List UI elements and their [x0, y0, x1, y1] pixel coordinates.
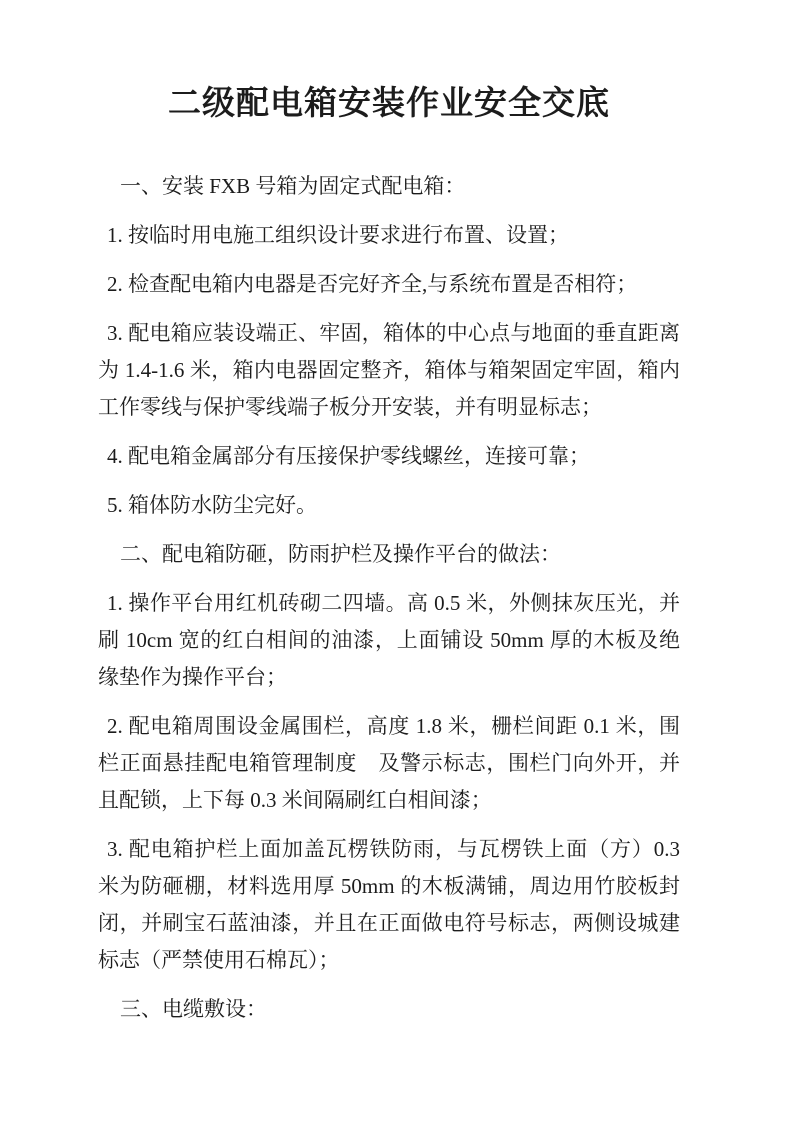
list-item-1-3: 3. 配电箱应装设端正、牢固，箱体的中心点与地面的垂直距离为 1.4-1.6 米，箱内电器固定整齐，箱体与箱架固定牢固，箱内工作零线与保护零线端子板分开安装，并有明显标志； — [98, 321, 680, 419]
list-item-1-2: 2. 检查配电箱内电器是否完好齐全,与系统布置是否相符； — [107, 272, 638, 296]
list-item-2-1: 1. 操作平台用红机砖砌二四墙。高 0.5 米，外侧抹灰压光，并刷 10cm 宽的红白相间的油漆，上面铺设 50mm 厚的木板及绝缘垫作为操作平台； — [98, 591, 680, 689]
list-item-1-5: 5. 箱体防水防尘完好。 — [107, 493, 317, 517]
list-item-2-2: 2. 配电箱周围设金属围栏，高度 1.8 米，栅栏间距 0.1 米，围栏正面悬挂配电箱管理制度 及警示标志，围栏门向外开，并且配锁，上下每 0.3 米间隔刷红白相间漆； — [98, 714, 680, 812]
list-item-1-1: 1. 按临时用电施工组织设计要求进行布置、设置； — [107, 223, 569, 247]
document-body — [98, 0, 680, 1040]
document-title: 二级配电箱安装作业安全交底 — [168, 86, 610, 122]
list-item-2-3: 3. 配电箱护栏上面加盖瓦楞铁防雨，与瓦楞铁上面（方）0.3 米为防砸棚，材料选用厚 50mm 的木板满铺，周边用竹胶板封闭，并刷宝石蓝油漆，并且在正面做电符号标志，两侧设城建标志（严禁使用石棉瓦）； — [98, 837, 680, 972]
section-heading-3: 三、电缆敷设： — [120, 997, 267, 1021]
section-heading-1: 一、安装 FXB 号箱为固定式配电箱： — [120, 174, 466, 198]
list-item-1-4: 4. 配电箱金属部分有压接保护零线螺丝，连接可靠； — [107, 444, 590, 468]
section-heading-2: 二、配电箱防砸，防雨护栏及操作平台的做法： — [120, 542, 561, 566]
